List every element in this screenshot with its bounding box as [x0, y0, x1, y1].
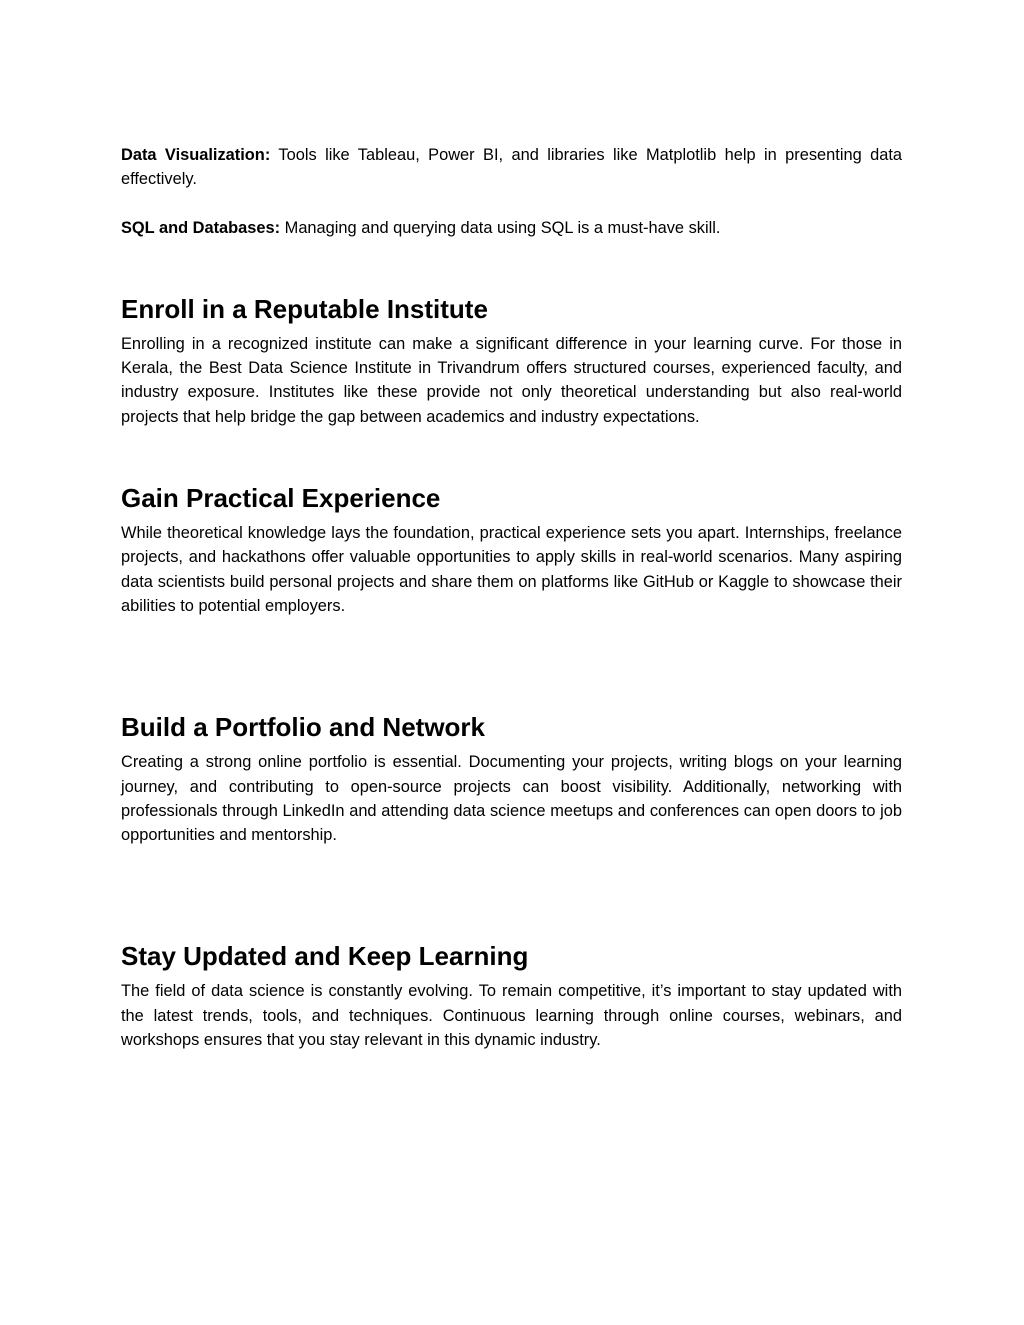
item-text: Tools like Tableau, Power BI, and libraries like Matplotlib help in presenting data effectively. — [121, 146, 903, 189]
section-body: Enrolling in a recognized institute can make a significant difference in your learning curve. For those in Kerala, the Best Data Science Institute in Trivandrum offers structured courses, experienced faculty, and industry exposure. Institutes like these provide not only theoretical understanding but also real-world projects that help bridge the gap between academics and industry expectations. — [121, 334, 902, 426]
section-portfolio-network — [121, 711, 902, 847]
item-sql-databases — [121, 216, 902, 240]
section-heading: Build a Portfolio and Network — [121, 712, 486, 743]
section-heading: Enroll in a Reputable Institute — [121, 293, 488, 324]
section-practical-experience — [121, 482, 902, 618]
section-enroll-institute — [121, 293, 902, 429]
section-body: While theoretical knowledge lays the foundation, practical experience sets you apart. Internships, freelance projects, and hackathons offer valuable opportunities to apply skills in real-world scenarios. Many aspiring data scientists build personal projects and share them on platforms like GitHub or Kaggle to showcase their abilities to potential employers. — [121, 524, 902, 615]
item-label: SQL and Databases: — [121, 218, 281, 237]
item-text: Managing and querying data using SQL is a must-have skill. — [280, 218, 721, 237]
section-heading: Gain Practical Experience — [121, 483, 441, 514]
document-page — [121, 143, 902, 1052]
item-data-visualization — [121, 143, 902, 192]
section-body: The field of data science is constantly evolving. To remain competitive, it’s important to stay updated with the latest trends, tools, and techniques. Continuous learning through online courses, webinars, and workshops ensures that you stay relevant in this dynamic industry. — [121, 982, 902, 1050]
section-body: Creating a strong online portfolio is essential. Documenting your projects, writing blogs on your learning journey, and contributing to open-source projects can boost visibility. Additionally, networking with professionals through LinkedIn and attending data science meetups and conferences can open doors to job opportunities and mentorship. — [121, 753, 902, 845]
section-stay-updated — [121, 940, 902, 1052]
item-label: Data Visualization: — [121, 146, 271, 164]
section-heading: Stay Updated and Keep Learning — [121, 941, 529, 972]
